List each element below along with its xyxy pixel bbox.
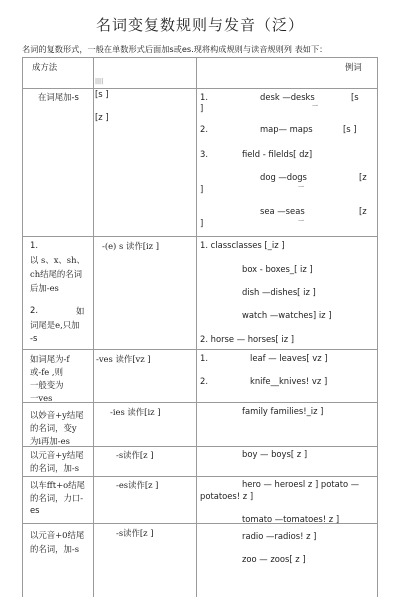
- r1-ex4: dog —dogs: [260, 172, 307, 182]
- header-method: 成方法: [32, 62, 58, 72]
- column-divider-1: [93, 57, 94, 597]
- table-border-left: [22, 57, 23, 597]
- r1-ex1-dash: 一: [312, 103, 319, 110]
- r3-method-4: 一ves: [30, 393, 53, 403]
- r6-ex1b: potatoes! z ]: [200, 491, 254, 501]
- r1-ex1-pron: [s: [351, 92, 359, 102]
- r1-ex2-pron: [s ]: [343, 124, 357, 134]
- column-divider-2: [196, 57, 197, 597]
- r1-ex5-pron: [z: [359, 206, 367, 216]
- r3-method-2: 或-fe ,则: [30, 367, 63, 377]
- intro-text: 名词的复数形式，一般在单数形式后面加s或es.现将构成规则与读音规则列 表如下：: [22, 44, 328, 54]
- r1-method: 在词尾加-s: [38, 92, 79, 102]
- r2-method-1: 1.: [30, 240, 38, 250]
- header-mark: ||||: [95, 78, 104, 85]
- r3-pron: -ves 读作[vz ]: [96, 354, 151, 364]
- r4-method-2: 的名词，变y: [30, 423, 77, 433]
- r6-ex1a: hero — heroesl z ] potato —: [242, 479, 360, 489]
- r3-method-3: 一般变为: [30, 380, 64, 390]
- header-example: 例词: [345, 62, 362, 72]
- r3-ex1: leaf — leaves[ vz ]: [250, 353, 328, 363]
- r5-ex1: boy — boys[ z ]: [242, 449, 308, 459]
- r6-pron: -es读作[z ]: [116, 480, 159, 490]
- row-divider-5: [22, 476, 378, 477]
- page-title: 名词变复数规则与发音（泛）: [95, 16, 304, 34]
- r1-ex5-dash: 一: [298, 218, 305, 225]
- r1-ex4-close: ]: [200, 184, 204, 194]
- r2-method-4: 后加-es: [30, 283, 59, 293]
- r1-ex4-pron: [z: [359, 172, 367, 182]
- r7-pron: -s读作[z ]: [116, 528, 154, 538]
- r2-method-7: -s: [30, 333, 38, 343]
- header-divider: [22, 88, 378, 89]
- r6-ex2: tomato —tomatoes! z ]: [242, 514, 340, 524]
- table-border-top: [22, 57, 378, 58]
- row-divider-2: [22, 349, 378, 350]
- r3-ex1-num: 1.: [200, 353, 208, 363]
- r1-ex1: desk —desks: [260, 92, 315, 102]
- r6-method-3: es: [30, 505, 40, 515]
- r2-method-3: ch结尾的名词: [30, 269, 82, 279]
- r1-ex1-close: ]: [200, 103, 204, 113]
- table-border-right: [377, 57, 378, 597]
- r7-method-2: 的名词，加-s: [30, 544, 80, 554]
- r1-ex3: field - filelds[ dz]: [242, 149, 313, 159]
- r7-method-1: 以元音+0结尾: [30, 530, 85, 540]
- r2-ex3: dish —dishes[ iz ]: [242, 287, 316, 297]
- r1-ex2-num: 2.: [200, 124, 208, 134]
- r4-pron: -ies 读作[iz ]: [110, 407, 161, 417]
- r7-ex2: zoo — zoos[ z ]: [242, 554, 306, 564]
- r7-ex1: radio —radios! z ]: [242, 531, 317, 541]
- r5-pron: -s读作[z ]: [116, 450, 154, 460]
- r5-method-1: 以元音+y结尾: [30, 450, 84, 460]
- r1-pron-1: [s ]: [95, 89, 109, 99]
- row-divider-4: [22, 446, 378, 447]
- r2-method-5a: 2.: [30, 305, 38, 315]
- r3-method-1: 如词尾为-f: [30, 354, 70, 364]
- r1-ex4-dash: 一: [298, 184, 305, 191]
- r6-method-1: 以车fft+o结尾: [30, 480, 85, 490]
- r2-ex1: 1. classclasses [_iz ]: [200, 240, 285, 250]
- r1-ex1-num: 1.: [200, 92, 208, 102]
- r1-ex5: sea —seas: [260, 206, 305, 216]
- r6-method-2: 的名词，力口-: [30, 493, 84, 503]
- r3-ex2-num: 2.: [200, 376, 208, 386]
- r4-method-3: 为i再加-es: [30, 436, 70, 446]
- r2-ex4: watch —watches] iz ]: [242, 310, 332, 320]
- r2-method-6: 词尾是e,只加: [30, 320, 80, 330]
- row-divider-1: [22, 236, 378, 237]
- r1-pron-2: [z ]: [95, 112, 109, 122]
- r1-ex3-num: 3.: [200, 149, 208, 159]
- r1-ex5-close: ]: [200, 218, 204, 228]
- r2-method-5b: 如: [76, 306, 85, 316]
- r3-ex2: knife__knives! vz ]: [250, 376, 328, 386]
- r5-method-2: 的名词，加-s: [30, 463, 80, 473]
- r1-ex2: map— maps: [260, 124, 313, 134]
- r4-ex1: family families!_iz ]: [242, 406, 324, 416]
- r2-ex2: box - boxes_[ iz ]: [242, 264, 313, 274]
- r2-pron: -(e) s 读作[iz ]: [102, 241, 159, 251]
- r4-method-1: 以妙音+y结尾: [30, 410, 84, 420]
- row-divider-3: [22, 402, 378, 403]
- r2-method-2: 以 s、x、sh、: [30, 255, 85, 265]
- r2-ex5: 2. horse — horses[ iz ]: [200, 334, 295, 344]
